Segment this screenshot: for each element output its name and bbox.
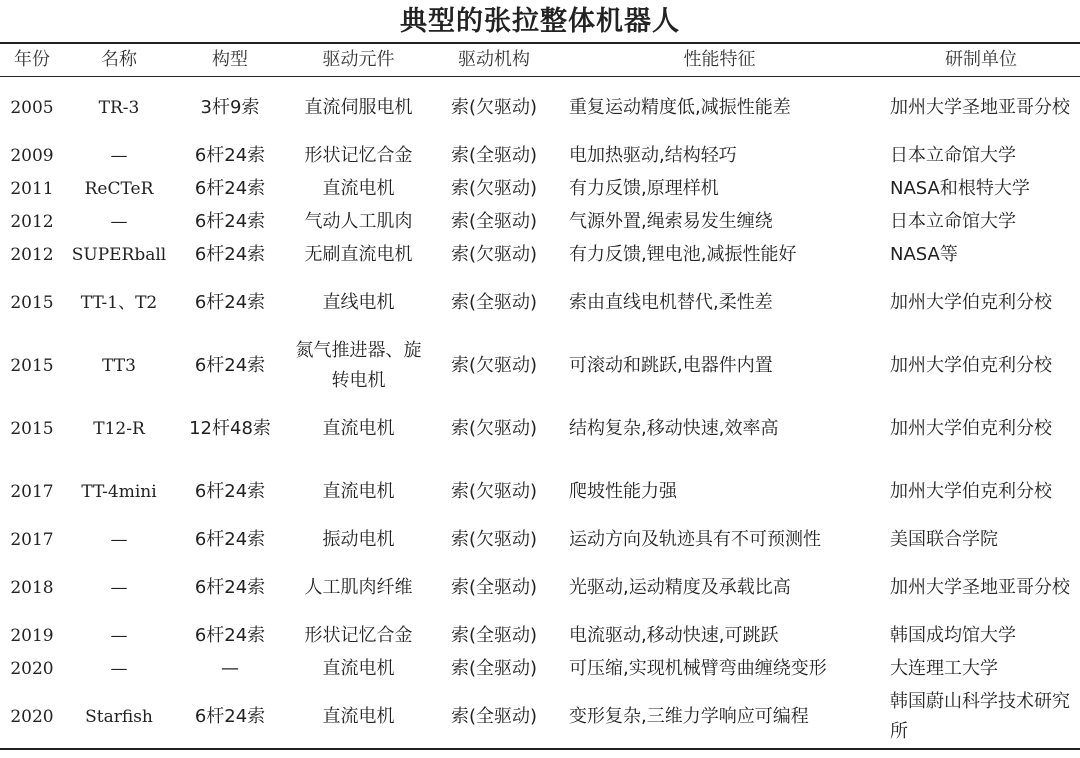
cell-config: — <box>221 658 239 679</box>
cell-unit: 美国联合学院 <box>890 529 998 550</box>
cell-config: 6杆24索 <box>174 686 286 749</box>
cell-unit: 加州大学伯克利分校 <box>890 481 1052 502</box>
cell-element: 直流伺服电机 <box>304 97 413 119</box>
table-row <box>0 398 1080 461</box>
cell-config: 6杆24索 <box>194 145 266 166</box>
cell-unit: 日本立命馆大学 <box>890 145 1016 166</box>
cell-element: 无刷直流电机 <box>304 244 413 265</box>
cell-mechanism: 索(欠驱动) <box>450 355 538 376</box>
cell-performance: 电加热驱动,结构轻巧 <box>569 145 737 166</box>
cell-element: 气动人工肌肉 <box>304 211 413 232</box>
table-title: 典型的张拉整体机器人 <box>400 6 680 37</box>
cell-performance: 索由直线电机替代,柔性差 <box>569 292 773 313</box>
header-mechanism: 驱动机构 <box>431 43 557 77</box>
cell-mechanism: 索(全驱动) <box>450 145 538 166</box>
cell-mechanism: 索(欠驱动) <box>450 97 538 119</box>
cell-performance: 重复运动精度低,减振性能差 <box>569 97 791 119</box>
cell-element: 形状记忆合金 <box>304 625 413 646</box>
cell-config: 6杆24索 <box>194 211 266 232</box>
table-row <box>0 335 1080 398</box>
table-row <box>0 524 1080 557</box>
cell-unit: 日本立命馆大学 <box>890 211 1016 232</box>
cell-mechanism: 索(全驱动) <box>431 686 557 749</box>
cell-element: 形状记忆合金 <box>304 145 413 166</box>
cell-unit: 加州大学伯克利分校 <box>890 418 1052 439</box>
cell-mechanism: 索(全驱动) <box>450 625 538 646</box>
cell-performance: 变形复杂,三维力学响应可编程 <box>557 686 882 749</box>
cell-year: 2012 <box>10 245 54 265</box>
cell-mechanism: 索(欠驱动) <box>450 529 538 550</box>
cell-mechanism: 索(欠驱动) <box>450 418 538 439</box>
cell-name: — <box>110 530 128 550</box>
cell-unit: 大连理工大学 <box>890 658 998 679</box>
header-row <box>0 43 1080 77</box>
table-row <box>0 239 1080 272</box>
cell-element: 直流电机 <box>322 658 395 679</box>
cell-unit: 加州大学圣地亚哥分校 <box>890 97 1070 119</box>
table-row <box>0 140 1080 173</box>
cell-performance: 光驱动,运动精度及承载比高 <box>569 577 791 598</box>
cell-year: 2017 <box>10 482 54 502</box>
cell-name: — <box>110 659 128 679</box>
table-row <box>0 173 1080 206</box>
cell-element: 氮气推进器、旋转电机 <box>295 340 422 391</box>
cell-unit: 加州大学伯克利分校 <box>890 355 1052 376</box>
cell-name: TT3 <box>102 356 136 376</box>
cell-unit: NASA等 <box>890 244 958 265</box>
cell-name: — <box>110 146 128 166</box>
cell-unit: 加州大学伯克利分校 <box>890 292 1052 313</box>
cell-performance: 爬坡性能力强 <box>569 481 677 502</box>
cell-performance: 电流驱动,移动快速,可跳跃 <box>569 625 779 646</box>
cell-performance: 可滚动和跳跃,电器件内置 <box>569 355 773 376</box>
cell-mechanism: 索(欠驱动) <box>450 481 538 502</box>
header-name: 名称 <box>64 43 174 77</box>
header-config: 构型 <box>174 43 286 77</box>
cell-element: 直线电机 <box>322 292 395 313</box>
cell-performance: 可压缩,实现机械臂弯曲缠绕变形 <box>569 658 827 679</box>
cell-mechanism: 索(全驱动) <box>450 211 538 232</box>
cell-name: SUPERball <box>71 245 167 265</box>
cell-name: — <box>110 212 128 232</box>
cell-mechanism: 索(欠驱动) <box>450 244 538 265</box>
cell-config: 6杆24索 <box>194 244 266 265</box>
cell-config: 12杆48索 <box>189 418 271 439</box>
table-row <box>0 653 1080 686</box>
cell-config: 3杆9索 <box>200 97 260 119</box>
cell-year: 2015 <box>10 293 54 313</box>
cell-element: 直流电机 <box>322 418 395 439</box>
cell-performance: 结构复杂,移动快速,效率高 <box>569 418 779 439</box>
header-element: 驱动元件 <box>286 43 431 77</box>
cell-year: 2005 <box>10 98 54 119</box>
cell-element: 直流电机 <box>322 178 395 199</box>
cell-element: 人工肌肉纤维 <box>304 577 413 598</box>
table-row <box>0 461 1080 524</box>
cell-name: T12-R <box>93 419 145 439</box>
cell-performance: 有力反馈,原理样机 <box>569 178 719 199</box>
cell-mechanism: 索(全驱动) <box>450 577 538 598</box>
cell-element: 直流电机 <box>322 481 395 502</box>
table-row <box>0 686 1080 749</box>
table-row <box>0 272 1080 335</box>
cell-year: 2012 <box>10 212 54 232</box>
cell-name: TT-1、T2 <box>80 293 158 313</box>
cell-config: 6杆24索 <box>194 481 266 502</box>
cell-mechanism: 索(欠驱动) <box>450 178 538 199</box>
cell-name: TR-3 <box>98 98 140 119</box>
cell-unit: 韩国成均馆大学 <box>890 625 1016 646</box>
cell-performance: 运动方向及轨迹具有不可预测性 <box>569 529 821 550</box>
cell-year: 2017 <box>10 530 54 550</box>
header-year: 年份 <box>0 43 64 77</box>
cell-config: 6杆24索 <box>194 577 266 598</box>
cell-year: 2020 <box>10 659 54 679</box>
cell-element: 振动电机 <box>322 529 395 550</box>
cell-year: 2015 <box>10 419 54 439</box>
header-unit: 研制单位 <box>882 43 1080 77</box>
cell-year: 2015 <box>10 356 54 376</box>
table-row <box>0 620 1080 653</box>
cell-unit: 加州大学圣地亚哥分校 <box>890 577 1070 598</box>
cell-performance: 气源外置,绳索易发生缠绕 <box>569 211 773 232</box>
cell-element: 直流电机 <box>286 686 431 749</box>
cell-config: 6杆24索 <box>194 625 266 646</box>
cell-year: 2018 <box>10 578 54 598</box>
cell-mechanism: 索(全驱动) <box>450 658 538 679</box>
cell-config: 6杆24索 <box>194 355 266 376</box>
header-performance: 性能特征 <box>557 43 882 77</box>
cell-unit: NASA和根特大学 <box>890 178 1030 199</box>
cell-name: ReCTeR <box>84 179 154 199</box>
table-row <box>0 557 1080 620</box>
cell-performance: 有力反馈,锂电池,减振性能好 <box>569 244 797 265</box>
cell-name: — <box>110 626 128 646</box>
cell-year: 2011 <box>10 179 54 199</box>
cell-year: 2020 <box>0 686 64 749</box>
cell-name: Starfish <box>64 686 174 749</box>
cell-config: 6杆24索 <box>194 178 266 199</box>
cell-config: 6杆24索 <box>194 292 266 313</box>
cell-config: 6杆24索 <box>194 529 266 550</box>
cell-name: — <box>110 578 128 598</box>
table-row <box>0 206 1080 239</box>
cell-year: 2009 <box>10 146 54 166</box>
table-row <box>0 77 1080 140</box>
cell-name: TT-4mini <box>81 482 157 502</box>
cell-mechanism: 索(全驱动) <box>450 292 538 313</box>
robot-table <box>0 42 1080 750</box>
cell-year: 2019 <box>10 626 54 646</box>
cell-unit: 韩国蔚山科学技术研究所 <box>882 686 1080 749</box>
